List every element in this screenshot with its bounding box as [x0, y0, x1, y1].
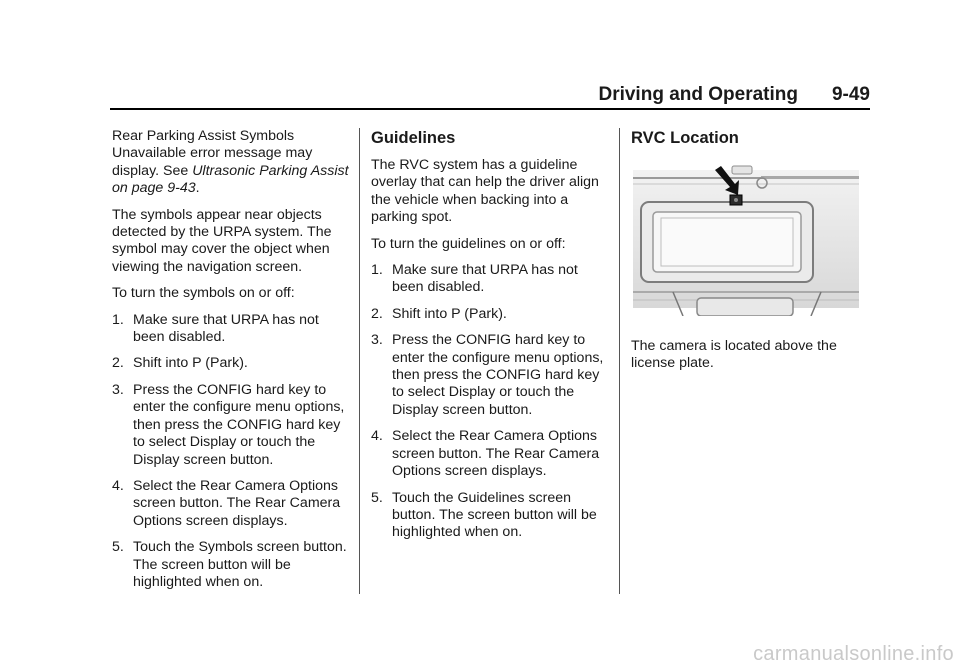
step-number: 3. [112, 381, 124, 398]
list-item [371, 262, 611, 297]
paragraph: To turn the guidelines on or off: [371, 235, 566, 252]
text: . [195, 180, 200, 197]
step-text: Shift into P (Park). [392, 305, 507, 322]
page-number: 9-49 [831, 84, 870, 105]
heading-guidelines: Guidelines [371, 129, 456, 147]
step-text: Touch the Guidelines screen button. The screen button will be highlighted when on. [392, 489, 597, 541]
step-text: Press the CONFIG hard key to enter the configure menu options, then press the CONFIG hard key to select Display or touch the Display screen button. [392, 332, 604, 418]
list-item [112, 478, 352, 530]
step-text: Press the CONFIG hard key to enter the configure menu options, then press the CONFIG hard key to select Display or touch the Display screen button. [133, 381, 345, 468]
step-number: 4. [112, 477, 124, 494]
page-header [110, 84, 870, 106]
list-item [112, 539, 352, 591]
column-divider [359, 128, 360, 594]
step-text: Shift into P (Park). [133, 355, 248, 372]
step-text: Select the Rear Camera Options screen button. The Rear Camera Options screen displays. [392, 428, 600, 480]
step-number: 2. [371, 305, 383, 322]
section-title: Driving and Operating [598, 84, 798, 105]
list-item [371, 332, 611, 419]
step-text: Touch the Symbols screen button. The screen button will be highlighted when on. [133, 539, 347, 590]
paragraph: The RVC system has a guideline overlay that can help the driver align the vehicle when backing into a parking spot. [371, 157, 599, 226]
step-number: 5. [112, 539, 124, 556]
watermark: carmanualsonline.info [753, 643, 954, 665]
list-item [371, 306, 611, 323]
column-middle [371, 128, 611, 551]
list-item [112, 355, 352, 372]
step-number: 5. [371, 489, 383, 506]
paragraph: To turn the symbols on or off: [112, 285, 295, 302]
step-number: 4. [371, 428, 383, 445]
rear-camera-location-illustration [631, 162, 861, 316]
list-item [371, 490, 611, 542]
column-right [631, 128, 871, 382]
step-number: 2. [112, 355, 124, 372]
list-item [112, 312, 352, 347]
column-divider [619, 128, 620, 594]
paragraph: The symbols appear near objects detected by the URPA system. The symbol may cover the object when viewing the navigation screen. [112, 206, 332, 275]
step-number: 1. [371, 262, 383, 279]
text: Rear Parking Assist Symbols Unavailable error message may display. See [112, 128, 313, 179]
step-text: Select the Rear Camera Options screen button. The Rear Camera Options screen displays. [133, 477, 341, 529]
step-text: Make sure that URPA has not been disabled. [392, 262, 578, 296]
step-number: 3. [371, 332, 383, 349]
cross-reference-link[interactable]: Ultrasonic Parking Assist on page 9-43 [112, 162, 349, 197]
paragraph [112, 128, 352, 198]
step-text: Make sure that URPA has not been disabled. [133, 311, 319, 346]
header-rule [110, 108, 870, 110]
list-item [112, 382, 352, 469]
steps-list [112, 312, 352, 592]
list-item [371, 428, 611, 480]
heading-rvc-location: RVC Location [631, 129, 739, 147]
caption: The camera is located above the license plate. [631, 338, 837, 372]
step-number: 1. [112, 311, 124, 328]
column-left [112, 128, 352, 600]
steps-list [371, 262, 611, 542]
